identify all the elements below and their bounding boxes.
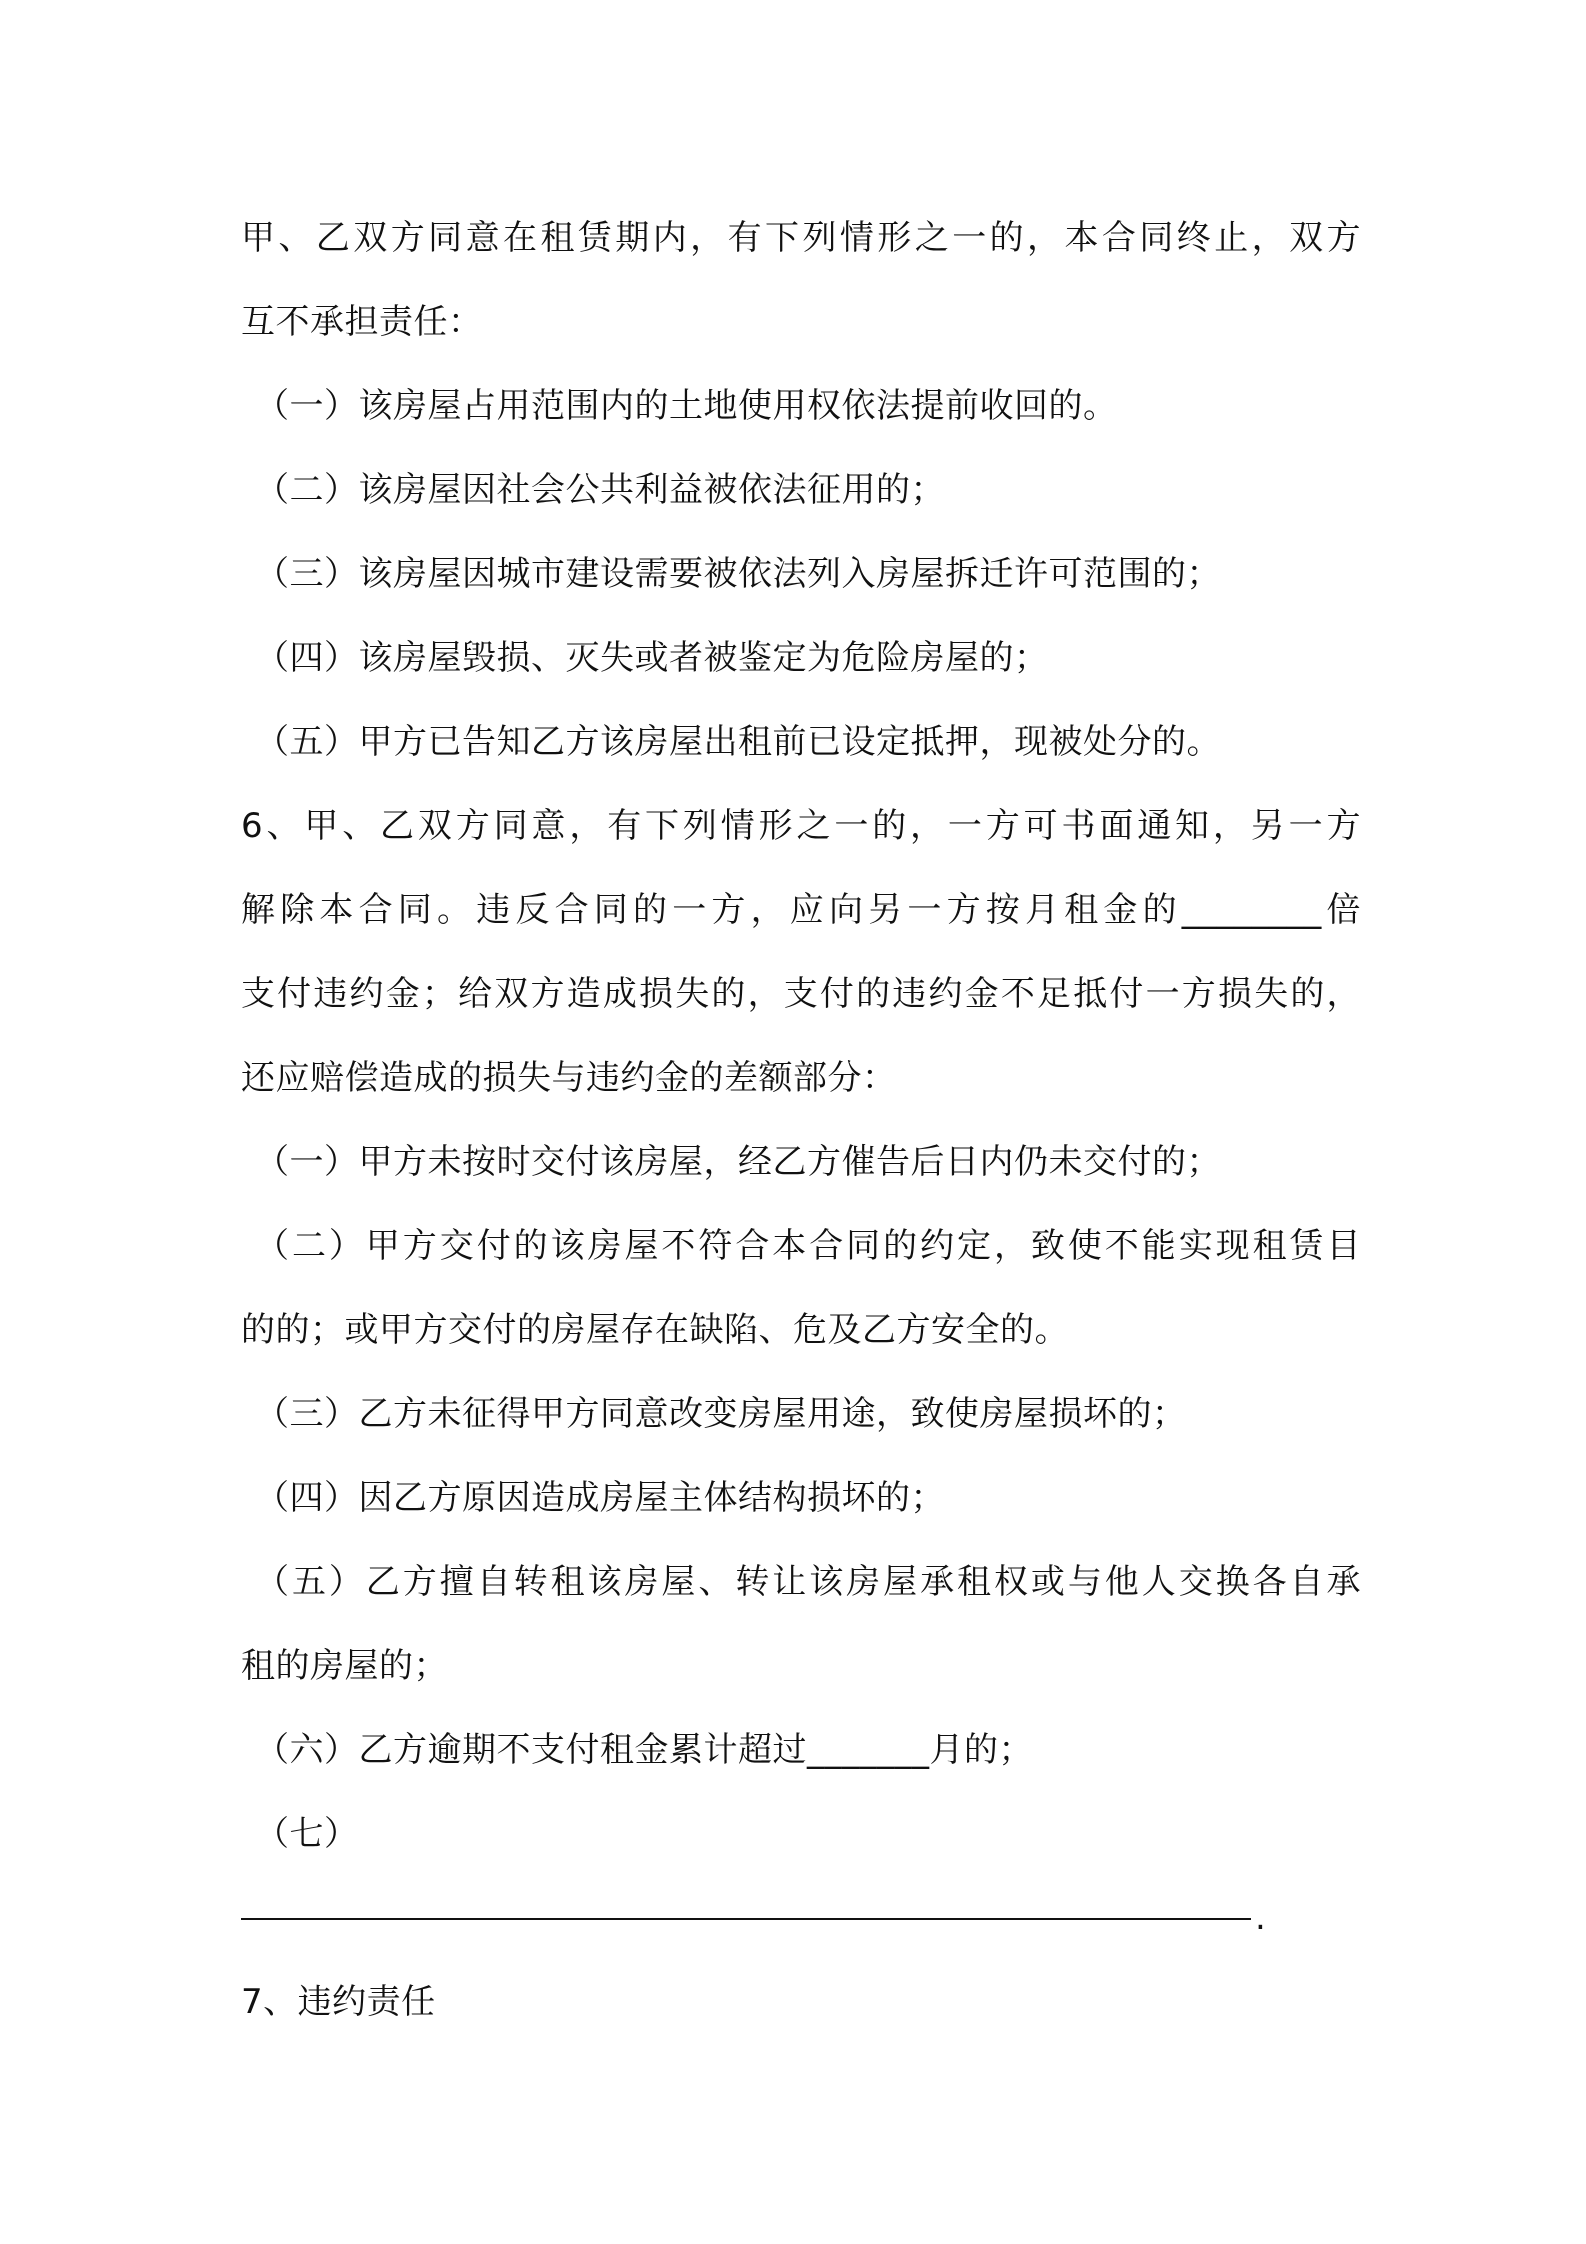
- list-item-termination-4: （四）该房屋毁损、灭失或者被鉴定为危险房屋的；: [255, 638, 1049, 678]
- list-item-termination-1: （一）该房屋占用范围内的土地使用权依法提前收回的。: [255, 386, 1118, 426]
- document-body: [241, 196, 1361, 2044]
- list-item-termination-2: （二）该房屋因社会公共利益被依法征用的；: [255, 470, 945, 510]
- blank-underline: [241, 1918, 1251, 1920]
- list-item-rescission-2-cont: 的的；或甲方交付的房屋存在缺陷、危及乙方安全的。: [241, 1310, 1069, 1350]
- list-item-rescission-7: （七）: [255, 1814, 359, 1854]
- clause-6-line-4: 还应赔偿造成的损失与违约金的差额部分：: [241, 1058, 897, 1098]
- list-item-rescission-6: （六）乙方逾期不支付租金累计超过_______月的；: [255, 1730, 1033, 1770]
- list-item-termination-3: （三）该房屋因城市建设需要被依法列入房屋拆迁许可范围的；: [255, 554, 1221, 594]
- blank-line-period: .: [1255, 1898, 1266, 1938]
- list-item-rescission-2: （二）甲方交付的该房屋不符合本合同的约定，致使不能实现租赁目: [255, 1226, 1361, 1266]
- paragraph-line-termination-intro: 甲、乙双方同意在租赁期内，有下列情形之一的，本合同终止，双方: [241, 218, 1361, 258]
- list-item-rescission-5-cont: 租的房屋的；: [241, 1646, 448, 1686]
- fill-in-blank-line: [241, 1876, 1361, 1960]
- clause-6-line-3: 支付违约金；给双方造成损失的，支付的违约金不足抵付一方损失的，: [241, 974, 1361, 1014]
- clause-6-line-1: 6、甲、乙双方同意，有下列情形之一的，一方可书面通知，另一方: [241, 806, 1361, 846]
- clause-6-line-2: 解除本合同。违反合同的一方，应向另一方按月租金的________倍: [241, 890, 1361, 930]
- list-item-rescission-1: （一）甲方未按时交付该房屋，经乙方催告后日内仍未交付的；: [255, 1142, 1221, 1182]
- list-item-rescission-4: （四）因乙方原因造成房屋主体结构损坏的；: [255, 1478, 945, 1518]
- list-item-termination-5: （五）甲方已告知乙方该房屋出租前已设定抵押，现被处分的。: [255, 722, 1221, 762]
- list-item-rescission-5: （五）乙方擅自转租该房屋、转让该房屋承租权或与他人交换各自承: [255, 1562, 1361, 1602]
- paragraph-line-termination-intro-cont: 互不承担责任：: [241, 302, 483, 342]
- clause-7-heading: 7、违约责任: [241, 1982, 436, 2022]
- list-item-rescission-3: （三）乙方未征得甲方同意改变房屋用途，致使房屋损坏的；: [255, 1394, 1187, 1434]
